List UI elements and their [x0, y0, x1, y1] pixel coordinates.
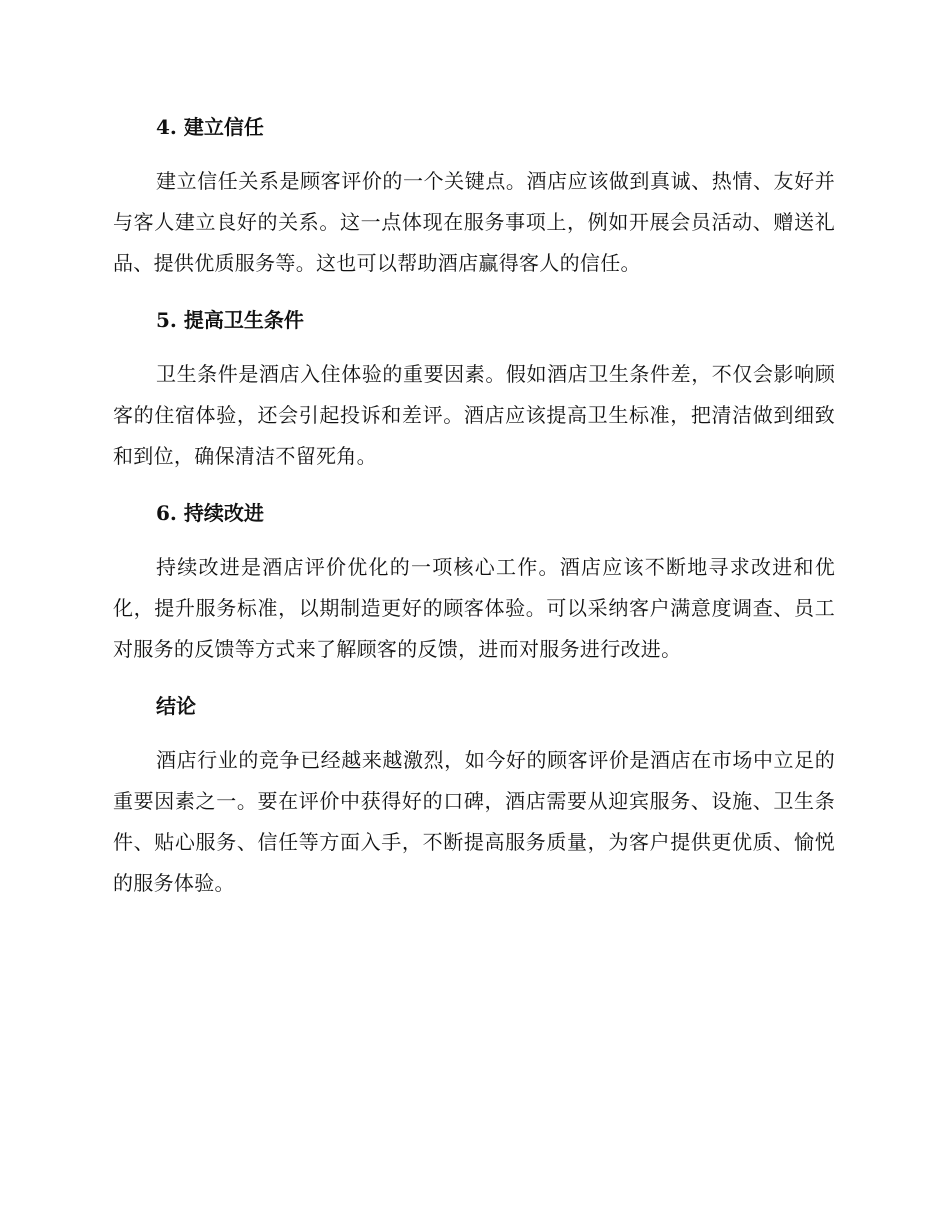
section-build-trust	[113, 113, 835, 284]
section-paragraph: 卫生条件是酒店入住体验的重要因素。假如酒店卫生条件差，不仅会影响顾客的住宿体验，还会引起投诉和差评。酒店应该提高卫生标准，把清洁做到细致和到位，确保清洁不留死角。	[113, 362, 835, 468]
section-conclusion	[113, 692, 835, 904]
section-heading: 结论	[156, 694, 196, 718]
section-paragraph: 建立信任关系是顾客评价的一个关键点。酒店应该做到真诚、热情、友好并与客人建立良好的关系。这一点体现在服务事项上，例如开展会员活动、赠送礼品、提供优质服务等。这也可以帮助酒店赢得客人的信任。	[113, 169, 835, 275]
section-improve-hygiene	[113, 306, 835, 477]
section-heading: 5. 提高卫生条件	[156, 308, 304, 332]
section-paragraph: 酒店行业的竞争已经越来越激烈，如今好的顾客评价是酒店在市场中立足的重要因素之一。要在评价中获得好的口碑，酒店需要从迎宾服务、设施、卫生条件、贴心服务、信任等方面入手，不断提高服务质量，为客户提供更优质、愉悦的服务体验。	[113, 748, 835, 895]
section-heading: 4. 建立信任	[156, 115, 264, 139]
section-heading: 6. 持续改进	[156, 501, 264, 525]
document-body	[113, 113, 835, 926]
section-paragraph: 持续改进是酒店评价优化的一项核心工作。酒店应该不断地寻求改进和优化，提升服务标准，以期制造更好的顾客体验。可以采纳客户满意度调查、员工对服务的反馈等方式来了解顾客的反馈，进而对服务进行改进。	[113, 555, 835, 661]
section-continuous-improvement	[113, 499, 835, 670]
